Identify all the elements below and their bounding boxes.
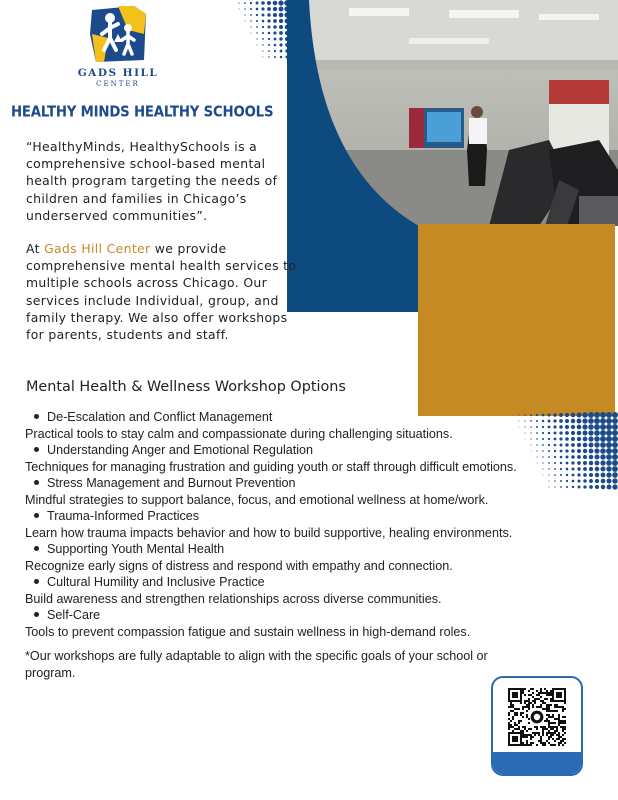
logo-name-line2: CENTER <box>96 80 140 88</box>
workshop-item <box>25 475 605 508</box>
workshop-description: Recognize early signs of distress and respond with empathy and connection. <box>25 559 453 573</box>
workshop-description: Learn how trauma impacts behavior and how to build supportive, healing environments. <box>25 526 513 540</box>
qr-code-card[interactable] <box>491 676 583 776</box>
workshops-heading: Mental Health & Wellness Workshop Options <box>26 379 346 395</box>
workshop-title: Supporting Youth Mental Health <box>47 542 225 556</box>
workshop-title-line <box>25 442 605 459</box>
workshop-item <box>25 409 605 442</box>
workshop-title-line <box>25 607 605 624</box>
workshop-description: Build awareness and strengthen relationships across diverse communities. <box>25 592 442 606</box>
bullet-icon <box>34 612 39 617</box>
workshop-item <box>25 607 605 640</box>
bullet-icon <box>34 579 39 584</box>
workshop-title: Cultural Humility and Inclusive Practice <box>47 575 265 589</box>
logo-name-line1: GADS HILL <box>77 67 159 79</box>
workshop-title: Trauma-Informed Practices <box>47 509 200 523</box>
workshop-title-line <box>25 508 605 525</box>
workshop-description: Practical tools to stay calm and compassionate during challenging situations. <box>25 427 453 441</box>
workshops-note: *Our workshops are fully adaptable to align with the specific goals of your school or program. <box>25 649 488 680</box>
workshop-title: De-Escalation and Conflict Management <box>47 410 273 424</box>
bullet-icon <box>34 447 39 452</box>
workshop-list <box>25 409 605 640</box>
intro-paragraph <box>26 240 308 343</box>
workshop-description: Tools to prevent compassion fatigue and sustain wellness in high-demand roles. <box>25 625 471 639</box>
workshop-title-line <box>25 475 605 492</box>
workshop-title: Stress Management and Burnout Prevention <box>47 476 296 490</box>
workshop-item <box>25 508 605 541</box>
decorative-gold-block <box>418 224 615 416</box>
bullet-icon <box>34 480 39 485</box>
workshop-description: Mindful strategies to support balance, focus, and emotional wellness at home/work. <box>25 493 489 507</box>
bullet-icon <box>34 546 39 551</box>
bullet-icon <box>34 414 39 419</box>
program-quote: “HealthyMinds, HealthySchools is a comprehensive school-based mental health program targeting the needs of children and families in Chicago’s underserved communities”. <box>26 139 278 223</box>
workshop-description: Techniques for managing frustration and guiding youth or staff through difficult emotions. <box>25 460 517 474</box>
workshop-title: Understanding Anger and Emotional Regulation <box>47 443 314 457</box>
bullet-icon <box>34 513 39 518</box>
workshop-title-line <box>25 574 605 591</box>
intro-prefix: At <box>26 241 45 256</box>
logo-wordmark <box>62 67 174 88</box>
workshop-item <box>25 574 605 607</box>
workshop-title-line <box>25 541 605 558</box>
page-title: HEALTHY MINDS HEALTHY SCHOOLS <box>11 104 274 121</box>
workshop-item <box>25 442 605 475</box>
qr-code-icon[interactable] <box>508 688 566 746</box>
qr-card-band <box>493 752 581 774</box>
gads-hill-logo-icon <box>88 4 150 64</box>
workshop-title-line <box>25 409 605 426</box>
workshop-item <box>25 541 605 574</box>
workshop-title: Self-Care <box>47 608 101 622</box>
gads-hill-center-highlight: Gads Hill Center <box>44 241 151 256</box>
intro-rest: we provide comprehensive mental health services to multiple schools across Chicago. Our services include Individual, group, and family therapy. We also offer workshops for parents, students and staff. <box>26 241 297 343</box>
